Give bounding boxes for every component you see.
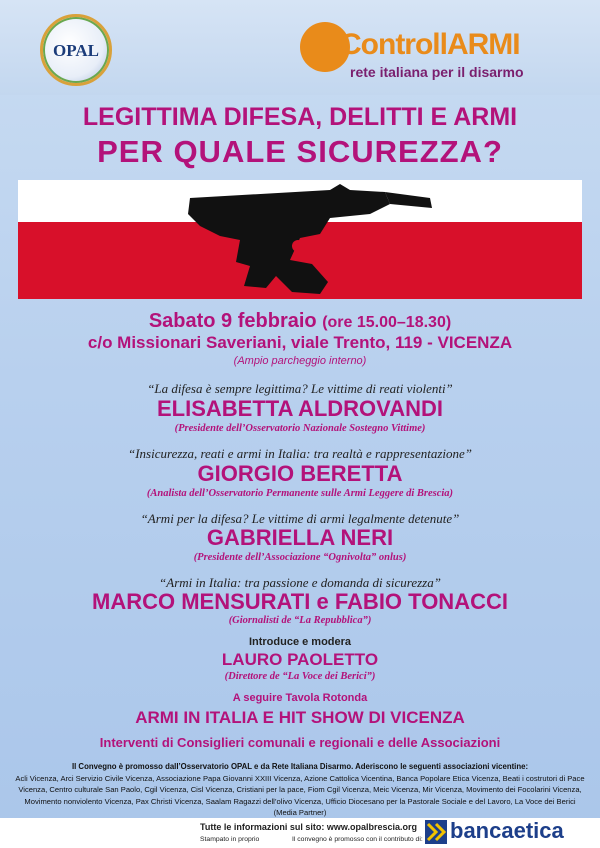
event-time: (ore 15.00–18.30)	[322, 314, 452, 331]
moderator-name: LAURO PAOLETTO	[221, 650, 379, 669]
speaker-4-role: (Giornalisti de “La Repubblica”)	[228, 615, 372, 626]
bancaetica-logo-icon	[425, 820, 447, 844]
footer-website-info: Tutte le informazioni sul sito: www.opalbrescia.org	[200, 822, 418, 832]
speaker-2-role: (Analista dell’Osservatorio Permanente sulle Armi Leggere di Brescia)	[146, 488, 454, 499]
sponsors-heading: Il Convegno è promosso dall’Osservatorio OPAL e da Rete Italiana Disarmo. Aderiscono le seguenti associazioni vicentine:	[71, 762, 529, 771]
speaker-1-name: ELISABETTA ALDROVANDI	[157, 396, 443, 421]
round-table-intro: A seguire Tavola Rotonda	[232, 692, 368, 704]
hand-gun-icon	[180, 180, 440, 300]
controlarmi-title: ControllARMI	[340, 28, 520, 61]
event-parking: (Ampio parcheggio interno)	[233, 355, 367, 367]
speaker-3-role: (Presidente dell’Associazione “Ognivolta” onlus)	[193, 552, 407, 563]
moderator-role: (Direttore de “La Voce dei Berici”)	[224, 671, 376, 682]
footer-printed: Stampato in proprio	[200, 836, 260, 843]
controlarmi-subtitle: rete italiana per il disarmo	[350, 64, 524, 80]
speaker-4-topic: “Armi in Italia: tra passione e domanda di sicurezza”	[159, 575, 441, 590]
speaker-1-topic: “La difesa è sempre legittima? Le vittime di reati violenti”	[147, 381, 453, 396]
speaker-4-name: MARCO MENSURATI e FABIO TONACCI	[92, 589, 508, 614]
round-table-subtitle: Interventi di Consiglieri comunali e regionali e delle Associazioni	[99, 735, 501, 750]
headline-line1: LEGITTIMA DIFESA, DELITTI E ARMI	[82, 103, 518, 131]
bancaetica-logo-text: bancaetica	[450, 818, 564, 843]
sponsors-list: Acli Vicenza, Arci Servizio Civile Vicenza, Associazione Papa Giovanni XXIII Vicenza, Azione Cattolica Vicentina, Banca Popolare Etica Vicenza, Beati i costrutori di Pace Vicenza, Centro culturale San Paolo, Cgil Vicenza, Cisl Vicenza, Cristiani per la pace, Fiom Cgil Vicenza, Meic Vicenza, Mir Vicenza, Movimento dei Focolarini Vicenza, Movimento nonviolento Vicenza, Pax Christi Vicenza, Saalam Ragazzi dell’olivo Vicenza, Ufficio Diocesano per la Pastorale Sociale e del Lavoro, La Voce dei Berici (Media Partner)	[15, 773, 585, 817]
supporting-associations	[12, 761, 588, 819]
headline-line2: PER QUALE SICUREZZA?	[97, 134, 503, 169]
opal-logo	[40, 14, 112, 86]
speaker-3-name: GABRIELLA NERI	[206, 525, 394, 550]
speaker-1-role: (Presidente dell’Osservatorio Nazionale Sostegno Vittime)	[174, 423, 426, 434]
controlarmi-logo	[300, 12, 590, 82]
event-date: Sabato 9 febbraio	[148, 310, 317, 332]
opal-logo-text: OPAL	[53, 41, 99, 60]
footer-contribution: Il convegno è promosso con il contributo di:	[292, 836, 423, 843]
moderator-intro: Introduce e modera	[248, 636, 352, 648]
event-date-line	[0, 310, 600, 333]
speaker-3-topic: “Armi per la difesa? Le vittime di armi legalmente detenute”	[140, 511, 460, 526]
speaker-2-name: GIORGIO BERETTA	[197, 461, 403, 486]
round-table-title: ARMI IN ITALIA E HIT SHOW DI VICENZA	[135, 708, 465, 727]
speaker-2-topic: “Insicurezza, reati e armi in Italia: tra realtà e rappresentazione”	[128, 446, 472, 461]
event-address: c/o Missionari Saveriani, viale Trento, 119 - VICENZA	[87, 333, 513, 352]
